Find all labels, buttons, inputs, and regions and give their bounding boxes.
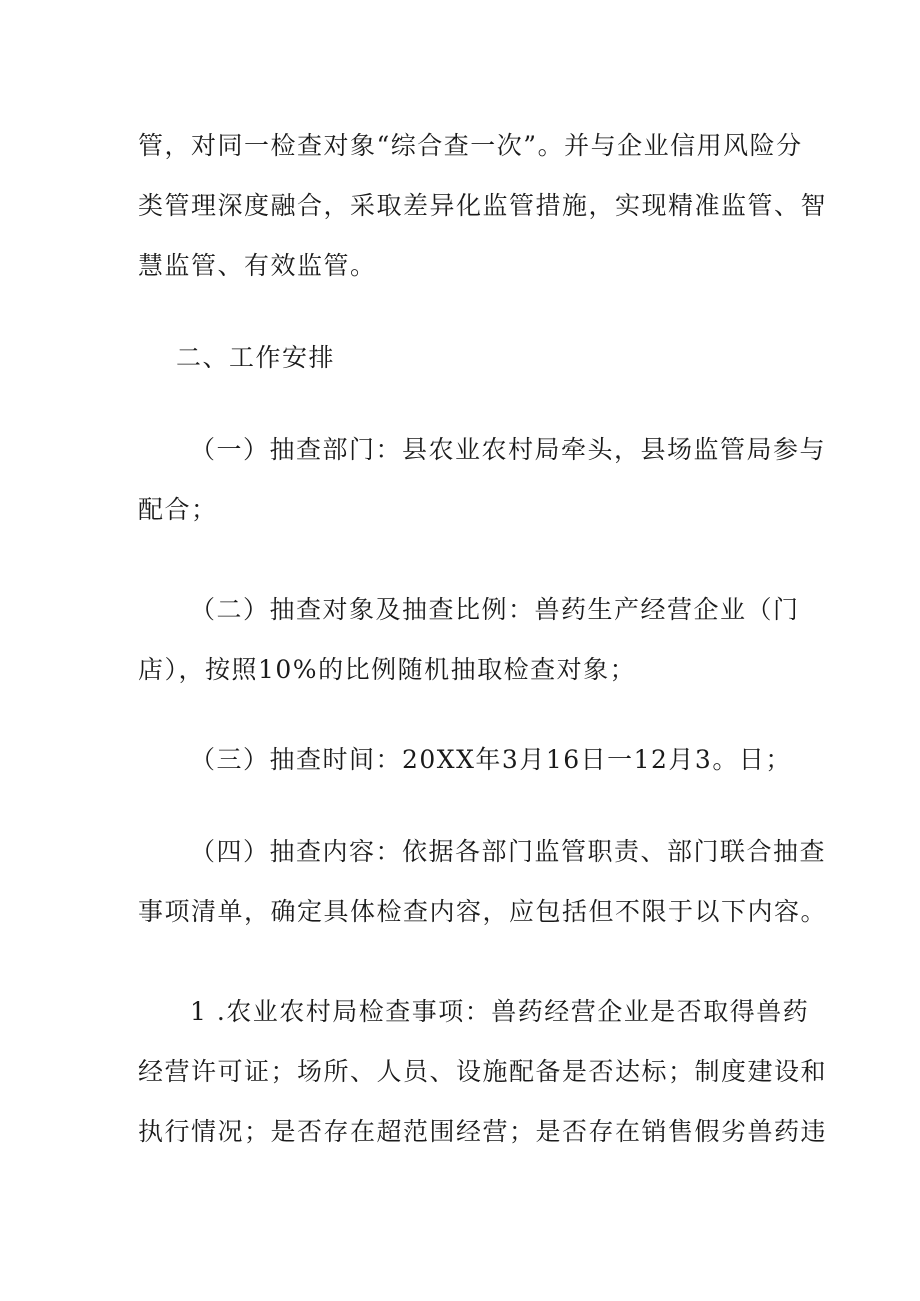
- section-heading-work-arrangement: 二、工作安排: [176, 343, 336, 372]
- item-2-line-2: 店），按照10%的比例随机抽取检查对象；: [138, 655, 637, 684]
- item-1-line-2: 配合；: [138, 495, 218, 524]
- item-2-line-1: （二）抽查对象及抽查比例：兽药生产经营企业（门: [190, 595, 800, 624]
- subitem-1-line-2: 经营许可证；场所、人员、设施配备是否达标；制度建设和: [138, 1057, 828, 1086]
- paragraph-intro-line-3: 慧监管、有效监管。: [138, 251, 377, 280]
- subitem-1-line-1: 1 .农业农村局检查事项：兽药经营企业是否取得兽药: [190, 997, 810, 1026]
- subitem-1-line-3: 执行情况；是否存在超范围经营；是否存在销售假劣兽药违: [138, 1117, 828, 1146]
- item-4-line-2: 事项清单，确定具体检查内容，应包括但不限于以下内容。: [138, 897, 828, 926]
- paragraph-intro-line-2: 类管理深度融合，采取差异化监管措施，实现精准监管、智: [138, 191, 828, 220]
- item-1-line-1: （一）抽查部门：县农业农村局牵头，县场监管局参与: [190, 435, 827, 464]
- paragraph-intro-line-1: 管，对同一检查对象“综合查一次”。并与企业信用风险分: [138, 131, 803, 160]
- item-4-line-1: （四）抽查内容：依据各部门监管职责、部门联合抽查: [190, 837, 827, 866]
- item-3-line-1: （三）抽查时间：20XX年3月16日一12月3。日；: [190, 745, 792, 774]
